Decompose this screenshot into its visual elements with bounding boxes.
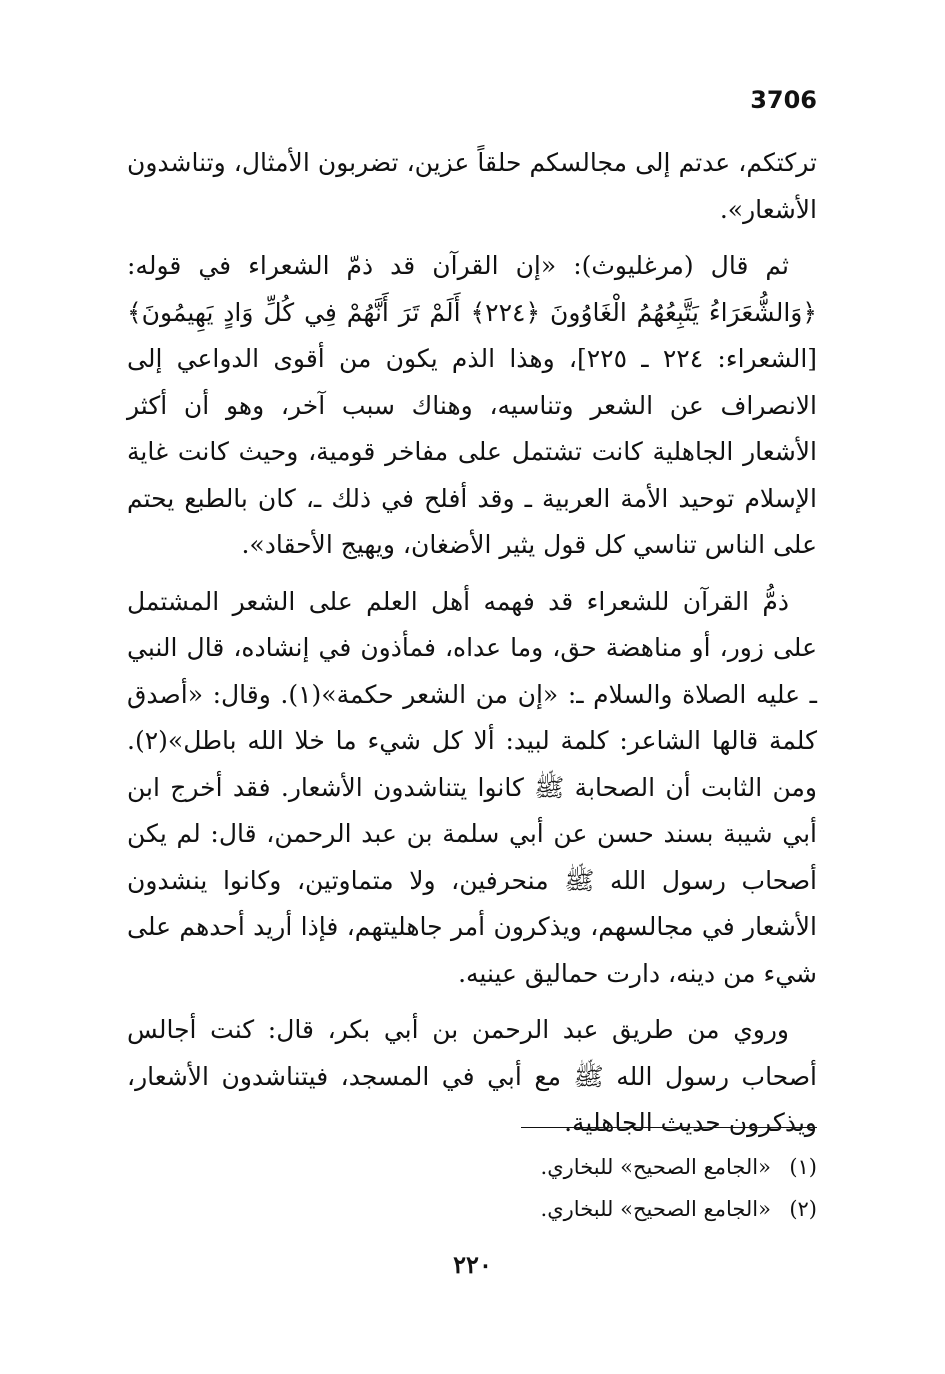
paragraph-1: تركتكم، عدتم إلى مجالسكم حلقاً عزين، تضربون الأمثال، وتناشدون الأشعار». bbox=[127, 148, 817, 224]
footnote-text: «الجامع الصحيح» للبخاري. bbox=[540, 1155, 771, 1179]
paragraph-2: ثم قال (مرغليوث): «إن القرآن قد ذمّ الشعراء في قوله: ﴿وَالشُّعَرَاءُ يَتَّبِعُهُمُ الْغَاوُونَ ﴿٢٢٤﴾ أَلَمْ تَرَ أَنَّهُمْ فِي كُلِّ وَادٍ يَهِيمُونَ﴾[الشعراء: ٢٢٤ ـ ٢٢٥]، وهذا الذم يكون من أقوى الدواعي إلى الانصراف عن الشعر وتناسيه، وهناك سبب آخر، وهو أن أكثر الأشعار الجاهلية كانت تشتمل على مفاخر قومية، وحيث كانت غاية الإسلام توحيد الأمة العربية ـ وقد أفلح في ذلك ـ، كان بالطبع يحتم على الناس تناسي كل قول يثير الأضغان، ويهيج الأحقاد». bbox=[127, 251, 818, 559]
paragraph-3: ذمُّ القرآن للشعراء قد فهمه أهل العلم على الشعر المشتمل على زور، أو مناهضة حق، وما عداه، فمأذون في إنشاده، قال النبي ـ عليه الصلاة والسلام ـ: «إن من الشعر حكمة»(١). وقال: «أصدق كلمة قالها الشاعر: كلمة لبيد: ألا كل شيء ما خلا الله باطل»(٢). ومن الثابت أن الصحابة ﷺ كانوا يتناشدون الأشعار. فقد أخرج ابن أبي شيبة بسند حسن عن أبي سلمة بن عبد الرحمن، قال: لم يكن أصحاب رسول الله ﷺ منحرفين، ولا متماوتين، وكانوا ينشدون الأشعار في مجالسهم، ويذكرون أمر جاهليتهم، فإذا أريد أحدهم على شيء من دينه، دارت حماليق عينيه. bbox=[127, 586, 817, 988]
footnote-1 bbox=[127, 1146, 817, 1188]
footnote-text: «الجامع الصحيح» للبخاري. bbox=[540, 1197, 771, 1221]
footnote-divider bbox=[521, 1127, 817, 1128]
footnote-number: (١) bbox=[789, 1155, 817, 1179]
footnotes bbox=[127, 1146, 817, 1230]
paragraph-4: وروي من طريق عبد الرحمن بن أبي بكر، قال: كنت أجالس أصحاب رسول الله ﷺ مع أبي في المسجد، فيتناشدون الأشعار، ويذكرون حديث الجاهلية. bbox=[127, 1015, 817, 1137]
footnote-number: (٢) bbox=[789, 1197, 817, 1221]
footnote-2 bbox=[127, 1188, 817, 1230]
main-text bbox=[127, 140, 817, 1157]
book-page-number: 3706 bbox=[750, 86, 817, 114]
page-number: ٢٢٠ bbox=[453, 1250, 492, 1279]
